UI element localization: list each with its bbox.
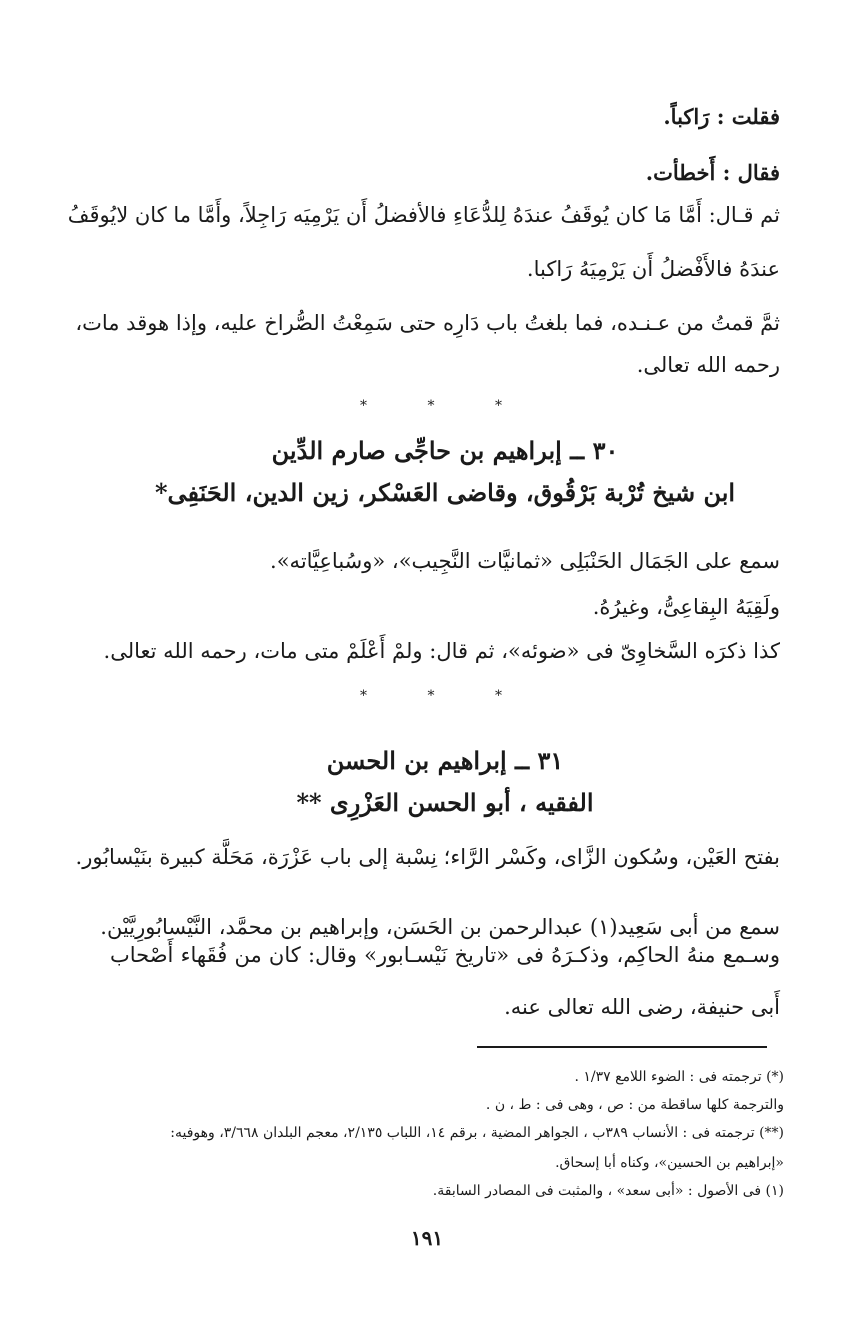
body-line: ثمَّ قمتُ من عـنـده، فما بلغتُ باب دَارِه حتى سَمِعْتُ الصُّراخ عليه، وإذا هوقد مات، <box>75 311 780 335</box>
entry-31-line: سمع من أبى سَعِيد(١) عبدالرحمن بن الحَسَن، وإبراهيم بن محمَّد، النَّيْسابُورِيَّيْن. <box>100 915 780 939</box>
entry-31-line: أَبى حنيفة، رضى الله تعالى عنه. <box>504 995 780 1019</box>
body-line: عندَهُ فالأَفْضلُ أَن يَرْمِيَهُ رَاكبا. <box>526 257 780 281</box>
entry-30-line: كذا ذكرَه السَّخاوِىّ فى «ضوئه»، ثم قال: ولمْ أَعْلَمْ متى مات، رحمه الله تعالى. <box>103 639 780 663</box>
section-separator: * * * <box>360 398 530 414</box>
page-number: ١٩١ <box>410 1226 444 1250</box>
footnote: (١) فى الأصول : «أبى سعد» ، والمثبت فى المصادر السابقة. <box>432 1183 784 1199</box>
entry-31-line: وسـمع منهُ الحاكِم، وذكـرَهُ فى «تاريخ نَيْسـابور» وقال: كان من فُقَهاء أَصْحاب <box>110 943 780 967</box>
footnote: «إبراهيم بن الحسين»، وكناه أبا إسحاق. <box>555 1155 784 1171</box>
entry-31-subtitle: الفقيه ، أبو الحسن العَزْرِى ** <box>296 788 594 817</box>
section-separator: * * * <box>360 688 530 704</box>
entry-30-line: سمع على الجَمَال الحَنْبَلِى «ثمانيَّات النَّجِيب»، «وسُباعِيَّاته». <box>270 549 780 573</box>
body-line: ثم قـال: أَمَّا مَا كان يُوقَفُ عندَهُ لِلدُّعَاءِ فالأفضلُ أَن يَرْمِيَه رَاجِلاً، وأَمَّا ما كان لايُوقَفُ <box>67 203 780 227</box>
entry-30-line: ولَقِيَهُ البِقاعِىُّ، وغيرُهُ. <box>592 595 780 619</box>
body-line: فقلت : رَاكباً. <box>663 104 780 129</box>
footnote: (**) ترجمته فى : الأنساب ٣٨٩ب ، الجواهر المضية ، برقم ١٤، اللباب ٢/١٣٥، معجم البلدان ٣/٦٦٨، وهوفيه: <box>170 1125 784 1141</box>
entry-30-subtitle: ابن شيخ تُرْبة بَرْقُوق، وقاضى العَسْكر، زين الدين، الحَنَفِى* <box>154 478 736 507</box>
body-line: فقال : أَخطأت. <box>645 160 780 185</box>
footnote: والترجمة كلها ساقطة من : ص ، وهى فى : ط ، ن . <box>485 1097 784 1113</box>
footnote: (*) ترجمته فى : الضوء اللامع ١/٣٧ . <box>574 1069 784 1085</box>
entry-31-title: ٣١ ــ إبراهيم بن الحسن <box>326 746 564 775</box>
entry-30-title: ٣٠ ــ إبراهيم بن حاجِّى صارم الدِّين <box>271 436 619 465</box>
entry-31-line: بفتح العَيْن، وسُكون الزَّاى، وكَسْر الرَّاء؛ نِسْبة إلى باب عَزْرَة، مَحَلَّة كبيرة بنَيْسابُور. <box>75 845 780 869</box>
footnote-rule <box>477 1046 767 1048</box>
body-line: رحمه الله تعالى. <box>636 353 780 377</box>
